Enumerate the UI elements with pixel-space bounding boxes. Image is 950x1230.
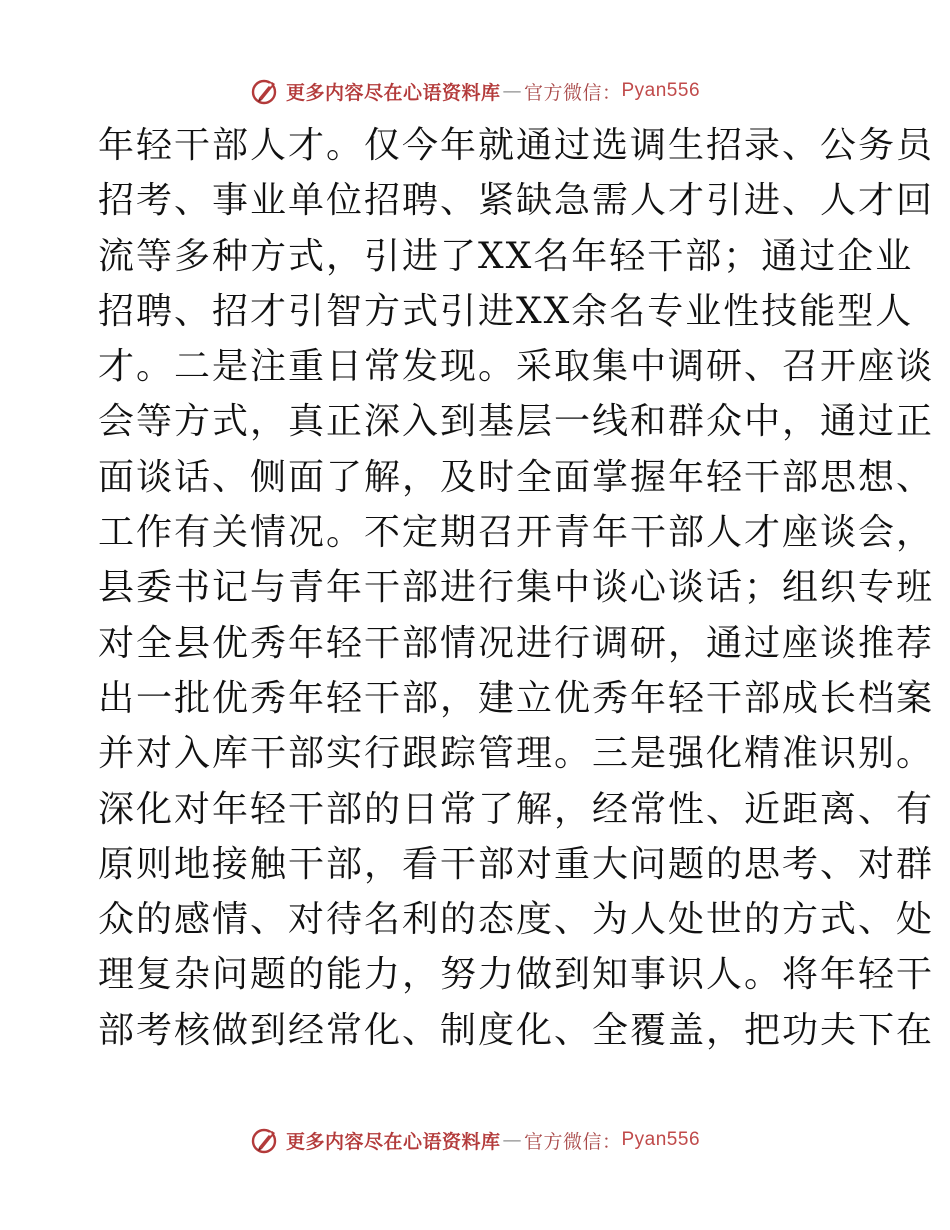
text-line: 会等方式，真正深入到基层一线和群众中，通过正 — [98, 401, 935, 443]
text-line: 县委书记与青年干部进行集中谈心谈话；组织专班 — [98, 567, 935, 609]
banner-separator: — — [502, 80, 522, 102]
text-line: 部考核做到经常化、制度化、全覆盖，把功夫下在 — [98, 1009, 935, 1051]
banner-wechat-id: Pyan556 — [621, 80, 701, 101]
text-line: 年轻干部人才。仅今年就通过选调生招录、公务员 — [98, 125, 935, 166]
text-line: 招聘、招才引智方式引进XX余名专业性技能型人 — [98, 290, 914, 332]
banner-brand-text: 更多内容尽在心语资料库 — [285, 1130, 501, 1153]
text-line: 众的感情、对待名利的态度、为人处世的方式、处 — [98, 899, 935, 941]
banner-separator: — — [502, 1129, 522, 1151]
text-line: 才。二是注重日常发现。采取集中调研、召开座谈 — [98, 346, 935, 388]
text-line: 招考、事业单位招聘、紧缺急需人才引进、人才回 — [98, 180, 935, 222]
text-line: 工作有关情况。不定期召开青年干部人才座谈会， — [98, 512, 935, 554]
banner-brand-text: 更多内容尽在心语资料库 — [285, 81, 501, 104]
text-line: 流等多种方式，引进了XX名年轻干部；通过企业 — [98, 235, 914, 277]
text-line: 原则地接触干部，看干部对重大问题的思考、对群 — [98, 843, 935, 885]
text-line: 对全县优秀年轻干部情况进行调研，通过座谈推荐 — [98, 622, 935, 664]
quill-pen-circle-icon — [250, 76, 280, 106]
text-line: 出一批优秀年轻干部，建立优秀年轻干部成长档案 — [98, 677, 935, 719]
text-line: 并对入库干部实行跟踪管理。三是强化精准识别。 — [98, 733, 935, 775]
footer-banner — [0, 1122, 950, 1158]
text-line: 面谈话、侧面了解，及时全面掌握年轻干部思想、 — [98, 456, 935, 498]
text-line: 深化对年轻干部的日常了解，经常性、近距离、有 — [98, 788, 935, 830]
banner-wechat-label: 官方微信： — [523, 1130, 622, 1153]
text-line: 理复杂问题的能力，努力做到知事识人。将年轻干 — [98, 954, 935, 996]
quill-pen-circle-icon — [250, 1125, 280, 1155]
banner-wechat-id: Pyan556 — [621, 1129, 701, 1150]
banner-wechat-label: 官方微信： — [523, 81, 622, 104]
body-paragraph — [98, 118, 935, 1058]
header-banner — [0, 73, 950, 109]
